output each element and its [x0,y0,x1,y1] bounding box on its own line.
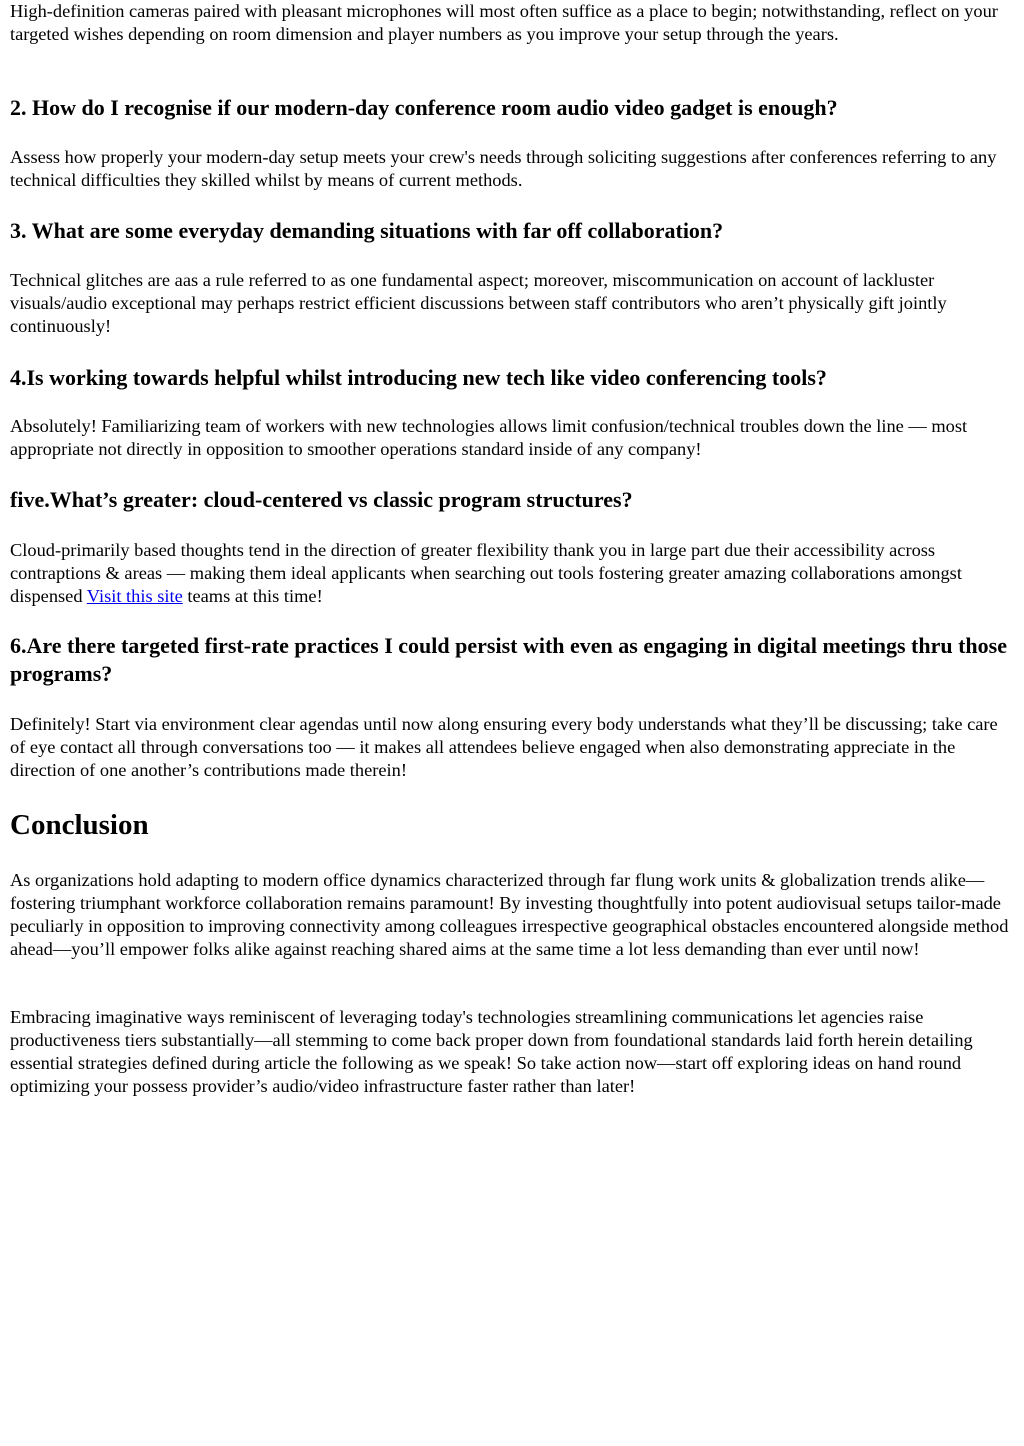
faq-question-5: five.What’s greater: cloud-centered vs classic program structures? [10,487,633,512]
faq-answer-5 [10,539,1016,608]
intro-paragraph-tail: High-definition cameras paired with pleasant microphones will most often suffice as a place to begin; notwithstanding, reflect on your targeted wishes depending on room dimension and player numbers as you improve your setup through the years. [10,1,998,44]
conclusion-paragraph-1: As organizations hold adapting to modern office dynamics characterized through far flung work units & globalization trends alike—fostering triumphant workforce collaboration remains paramount! By investing thoughtfully into potent audiovisual setups tailor-made peculiarly in opposition to improving connectivity among colleagues irrespective geographical obstacles encountered alongside method ahead—you’ll empower folks alike against reaching shared aims at the same time a lot less demanding than ever until now! [10,870,1009,959]
faq-answer-5-text-a: Cloud-primarily based thoughts tend in the direction of greater flexibility thank you in large part due their accessibility across contraptions & areas — making them ideal applicants when searching out tools fostering greater amazing collaborations amongst dispensed [10,540,962,606]
visit-site-link[interactable]: Visit this site [86,586,183,606]
faq-question-4: 4.Is working towards helpful whilst introducing new tech like video conferencing tools? [10,365,827,390]
faq-answer-2: Assess how properly your modern-day setup meets your crew's needs through soliciting suggestions after conferences referring to any technical difficulties they skilled whilst by means of current methods. [10,147,997,190]
faq-answer-3: Technical glitches are aas a rule referred to as one fundamental aspect; moreover, miscommunication on account of lackluster visuals/audio exceptional may perhaps restrict efficient discussions between staff contributors who aren’t physically gift jointly continuously! [10,270,947,336]
faq-answer-5-text-b: teams at this time! [182,586,323,606]
faq-answer-6: Definitely! Start via environment clear agendas until now along ensuring every body understands what they’ll be discussing; take care of eye contact all through conversations too — it makes all attendees believe engaged when also demonstrating appreciate in the direction of one another’s contributions made therein! [10,714,998,780]
conclusion-paragraph-2: Embracing imaginative ways reminiscent of leveraging today's technologies streamlining communications let agencies raise productiveness tiers substantially—all stemming to come back proper down from foundational standards laid forth herein detailing essential strategies defined during article the following as we speak! So take action now—start off exploring ideas on hand round optimizing your possess provider’s audio/video infrastructure faster rather than later! [10,1007,973,1096]
faq-question-2: 2. How do I recognise if our modern-day conference room audio video gadget is enough? [10,95,838,120]
faq-question-6: 6.Are there targeted first-rate practices I could persist with even as engaging in digital meetings thru those programs? [10,633,1007,686]
faq-question-3: 3. What are some everyday demanding situations with far off collaboration? [10,218,724,243]
conclusion-heading: Conclusion [10,809,149,841]
faq-answer-4: Absolutely! Familiarizing team of workers with new technologies allows limit confusion/technical troubles down the line — most appropriate not directly in opposition to smoother operations standard inside of any company! [10,416,968,459]
